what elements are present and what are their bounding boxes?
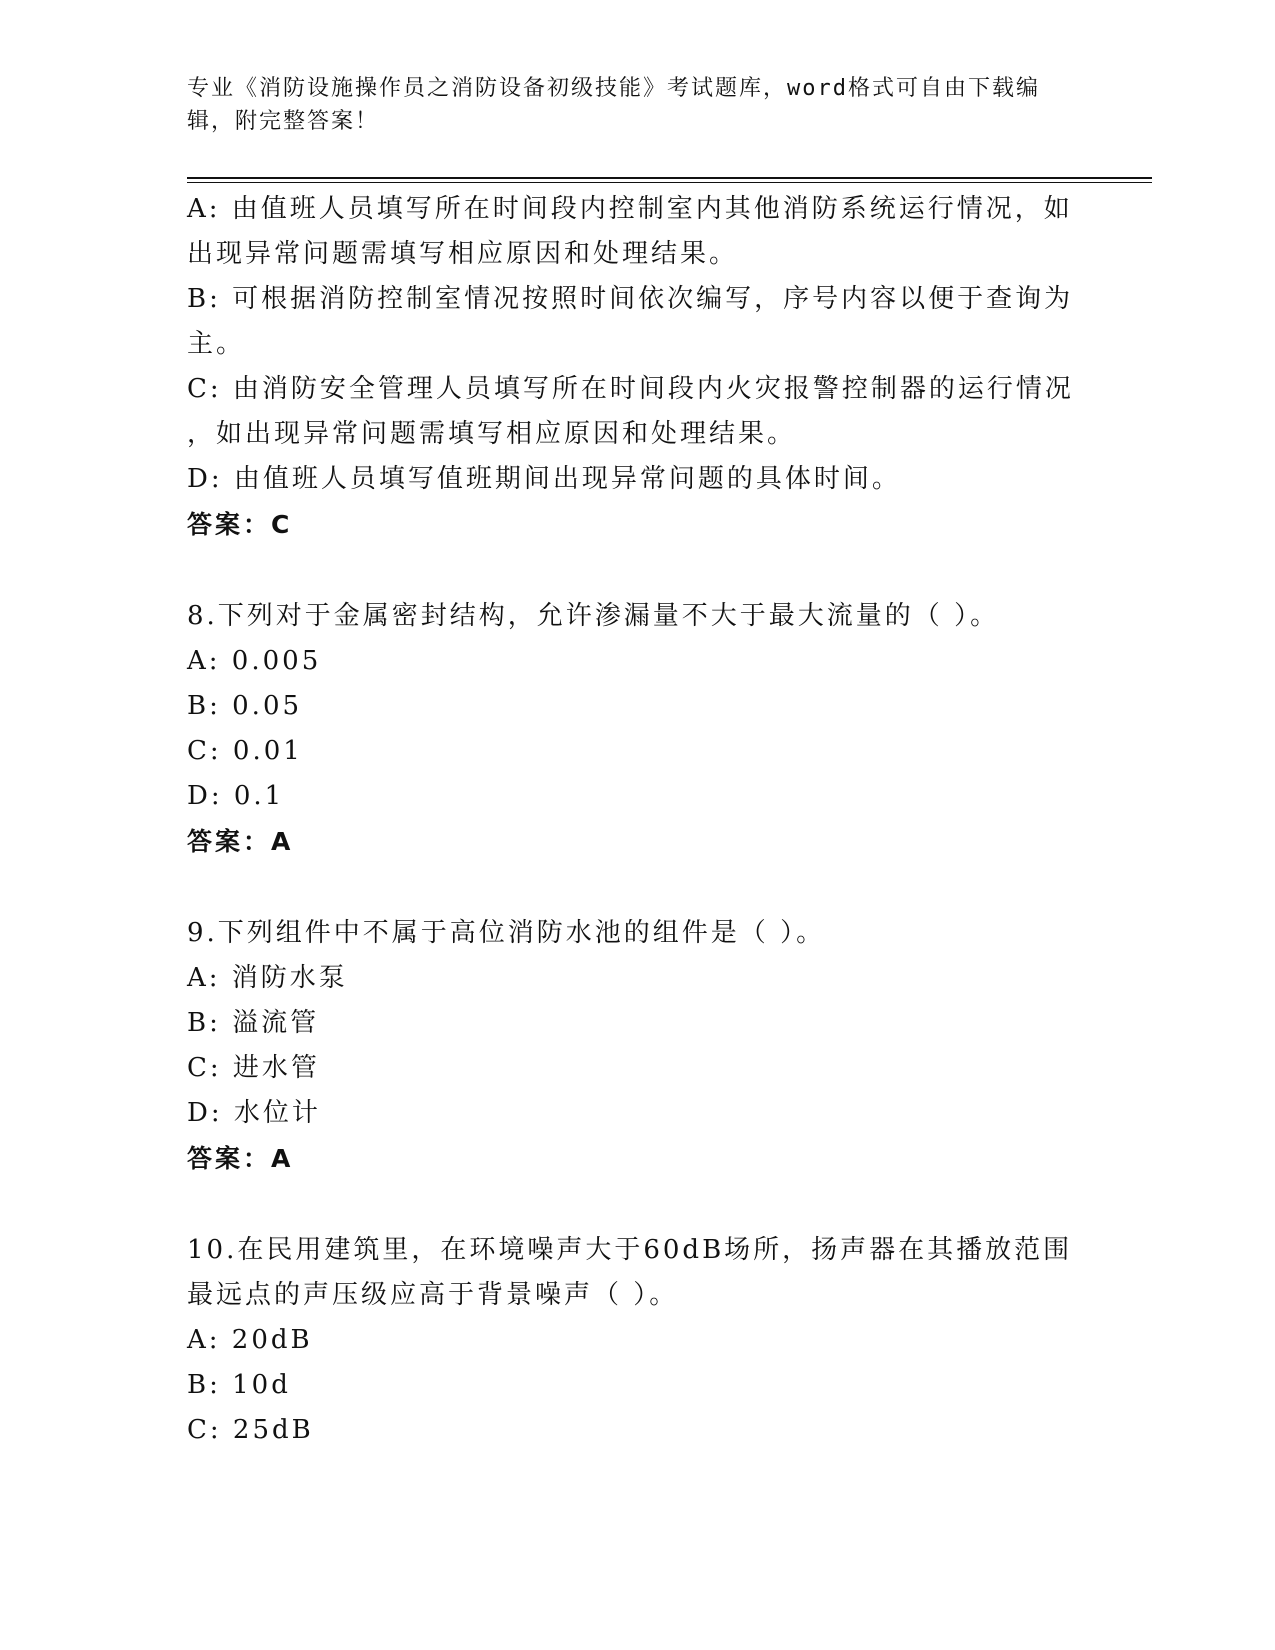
answer: 答案：A — [187, 1144, 294, 1173]
question-10 — [187, 1228, 1087, 1453]
option-a-line-2: 出现异常问题需填写相应原因和处理结果。 — [187, 239, 739, 269]
document-header — [187, 72, 1067, 138]
option-b: B: 溢流管 — [187, 1008, 320, 1038]
option-d: D: 0.1 — [187, 781, 285, 811]
option-b-line-1: B: 可根据消防控制室情况按照时间依次编写，序号内容以便于查询为 — [187, 284, 1074, 314]
answer: 答案：A — [187, 827, 294, 856]
option-a-line-1: A: 由值班人员填写所在时间段内控制室内其他消防系统运行情况，如 — [187, 194, 1073, 224]
option-a: A: 20dB — [187, 1325, 313, 1355]
option-c: C: 25dB — [187, 1415, 314, 1445]
question-stem: 8.下列对于金属密封结构，允许渗漏量不大于最大流量的（ ）。 — [187, 601, 1000, 631]
option-c-line-2: ，如出现异常问题需填写相应原因和处理结果。 — [187, 419, 797, 449]
header-line-2: 辑，附完整答案！ — [187, 109, 380, 134]
answer: 答案：C — [187, 510, 293, 539]
option-c-line-1: C: 由消防安全管理人员填写所在时间段内火灾报警控制器的运行情况 — [187, 374, 1074, 404]
option-c: C: 进水管 — [187, 1053, 320, 1083]
question-stem-line-1: 10.在民用建筑里，在环境噪声大于60dB场所，扬声器在其播放范围 — [187, 1235, 1073, 1265]
option-b: B: 10d — [187, 1370, 291, 1400]
question-content — [187, 187, 1087, 1453]
option-b: B: 0.05 — [187, 691, 303, 721]
option-d: D: 由值班人员填写值班期间出现异常问题的具体时间。 — [187, 464, 901, 494]
header-line-1: 专业《消防设施操作员之消防设备初级技能》考试题库，word格式可自由下载编 — [187, 76, 1040, 101]
question-stem-line-2: 最远点的声压级应高于背景噪声（ ）。 — [187, 1280, 679, 1310]
option-a: A: 0.005 — [187, 646, 322, 676]
option-a: A: 消防水泵 — [187, 963, 348, 993]
option-d: D: 水位计 — [187, 1098, 321, 1128]
question-9 — [187, 911, 1087, 1182]
question-stem: 9.下列组件中不属于高位消防水池的组件是（ ）。 — [187, 918, 826, 948]
option-b-line-2: 主。 — [187, 329, 246, 359]
option-c: C: 0.01 — [187, 736, 303, 766]
question-8 — [187, 594, 1087, 865]
question-7-options — [187, 187, 1087, 548]
header-divider-thick — [187, 177, 1152, 179]
header-divider-thin — [187, 182, 1152, 183]
